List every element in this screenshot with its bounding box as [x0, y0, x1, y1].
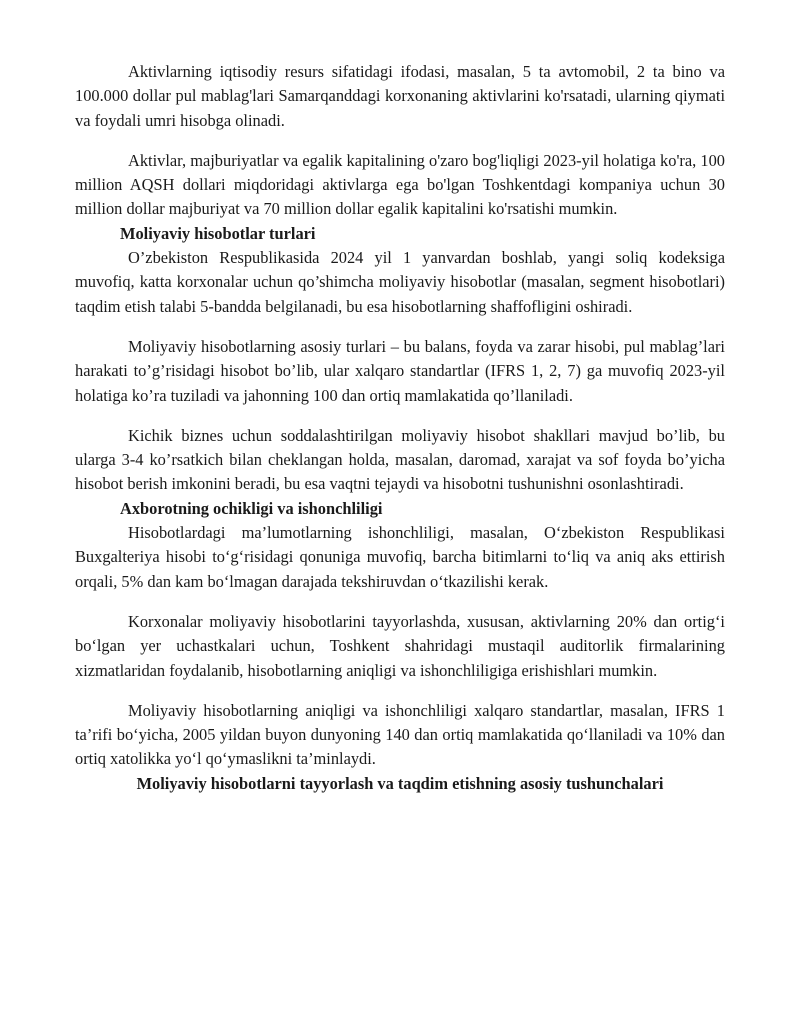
paragraph-ifrs-standards: Moliyaviy hisobotlarning aniqligi va ishonchliligi xalqaro standartlar, masalan, IFRS 1 ta’rifi bo‘yicha, 2005 yildan buyon dunyoning 140 dan ortiq mamlakatida qo‘llaniladi va 10% dan ortiq xatolikka yo‘l qo‘ymaslikni ta’minlaydi. — [75, 700, 725, 769]
paragraph-small-business: Kichik biznes uchun soddalashtirilgan moliyaviy hisobot shakllari mavjud bo’lib, bu ularga 3-4 ko’rsatkich bilan cheklangan holda, masalan, daromad, xarajat va sof foyda bo’yicha hisobot berish imkonini beradi, bu esa vaqtni tejaydi va hisobotni tushunishni osonlashtiradi. — [75, 425, 725, 494]
paragraph-tax-code-2024: O’zbekiston Respublikasida 2024 yil 1 yanvardan boshlab, yangi soliq kodeksiga muvofiq, katta korxonalar uchun qo’shimcha moliyaviy hisobotlar (masalan, segment hisobotlari) taqdim etish talabi 5-bandda belgilanadi, bu esa hisobotlarning shaffofligini oshiradi. — [75, 248, 725, 316]
paragraph-reliability-law: Hisobotlardagi ma’lumotlarning ishonchliligi, masalan, O‘zbekiston Respublikasi Buxgalteriya hisobi to‘g‘risidagi qonuniga muvofiq, barcha bitimlarni to‘liq va aniq aks ettirish orqali, 5% dan kam bo‘lmagan darajada tekshiruvdan o‘tkazilishi kerak. — [75, 523, 725, 591]
paragraph-main-report-types: Moliyaviy hisobotlarning asosiy turlari – bu balans, foyda va zarar hisobi, pul mablag’lari harakati to’g’risidagi hisobot bo’lib, ular xalqaro standartlar (IFRS 1, 2, 7) ga muvofiq 2023-yil holatiga ko’ra tuziladi va jahonning 100 dan ortiq mamlakatida qo’llaniladi. — [75, 336, 725, 405]
document-page — [75, 60, 725, 796]
heading-report-types: Moliyaviy hisobotlar turlari — [120, 223, 316, 243]
heading-openness-reliability: Axborotning ochikligi va ishonchliligi — [120, 498, 383, 518]
paragraph-assets-resources: Aktivlarning iqtisodiy resurs sifatidagi ifodasi, masalan, 5 ta avtomobil, 2 ta bino va 100.000 dollar pul mablag'lari Samarqanddagi korxonaning aktivlarini ko'rsatadi, ularning qiymati va foydali umri hisobga olinadi. — [75, 62, 725, 130]
paragraph-assets-liabilities-equity: Aktivlar, majburiyatlar va egalik kapitalining o'zaro bog'liqligi 2023-yil holatiga ko'ra, 100 million AQSH dollari miqdoridagi aktivlarga ega bo'lgan Toshkentdagi kompaniya uchun 30 million dollar majburiyat va 70 million dollar egalik kapitalini ko'rsatishi mumkin. — [75, 150, 725, 219]
heading-core-concepts: Moliyaviy hisobotlarni tayyorlash va taqdim etishning asosiy tushunchalari — [136, 773, 664, 793]
paragraph-audit-firms: Korxonalar moliyaviy hisobotlarini tayyorlashda, xususan, aktivlarning 20% dan ortig‘i bo‘lgan yer uchastkalari uchun, Toshkent shahridagi mustaqil auditorlik firmalarining xizmatlaridan foydalanib, hisobotlarning aniqligi va ishonchliligiga erishishlari mumkin. — [75, 611, 725, 680]
